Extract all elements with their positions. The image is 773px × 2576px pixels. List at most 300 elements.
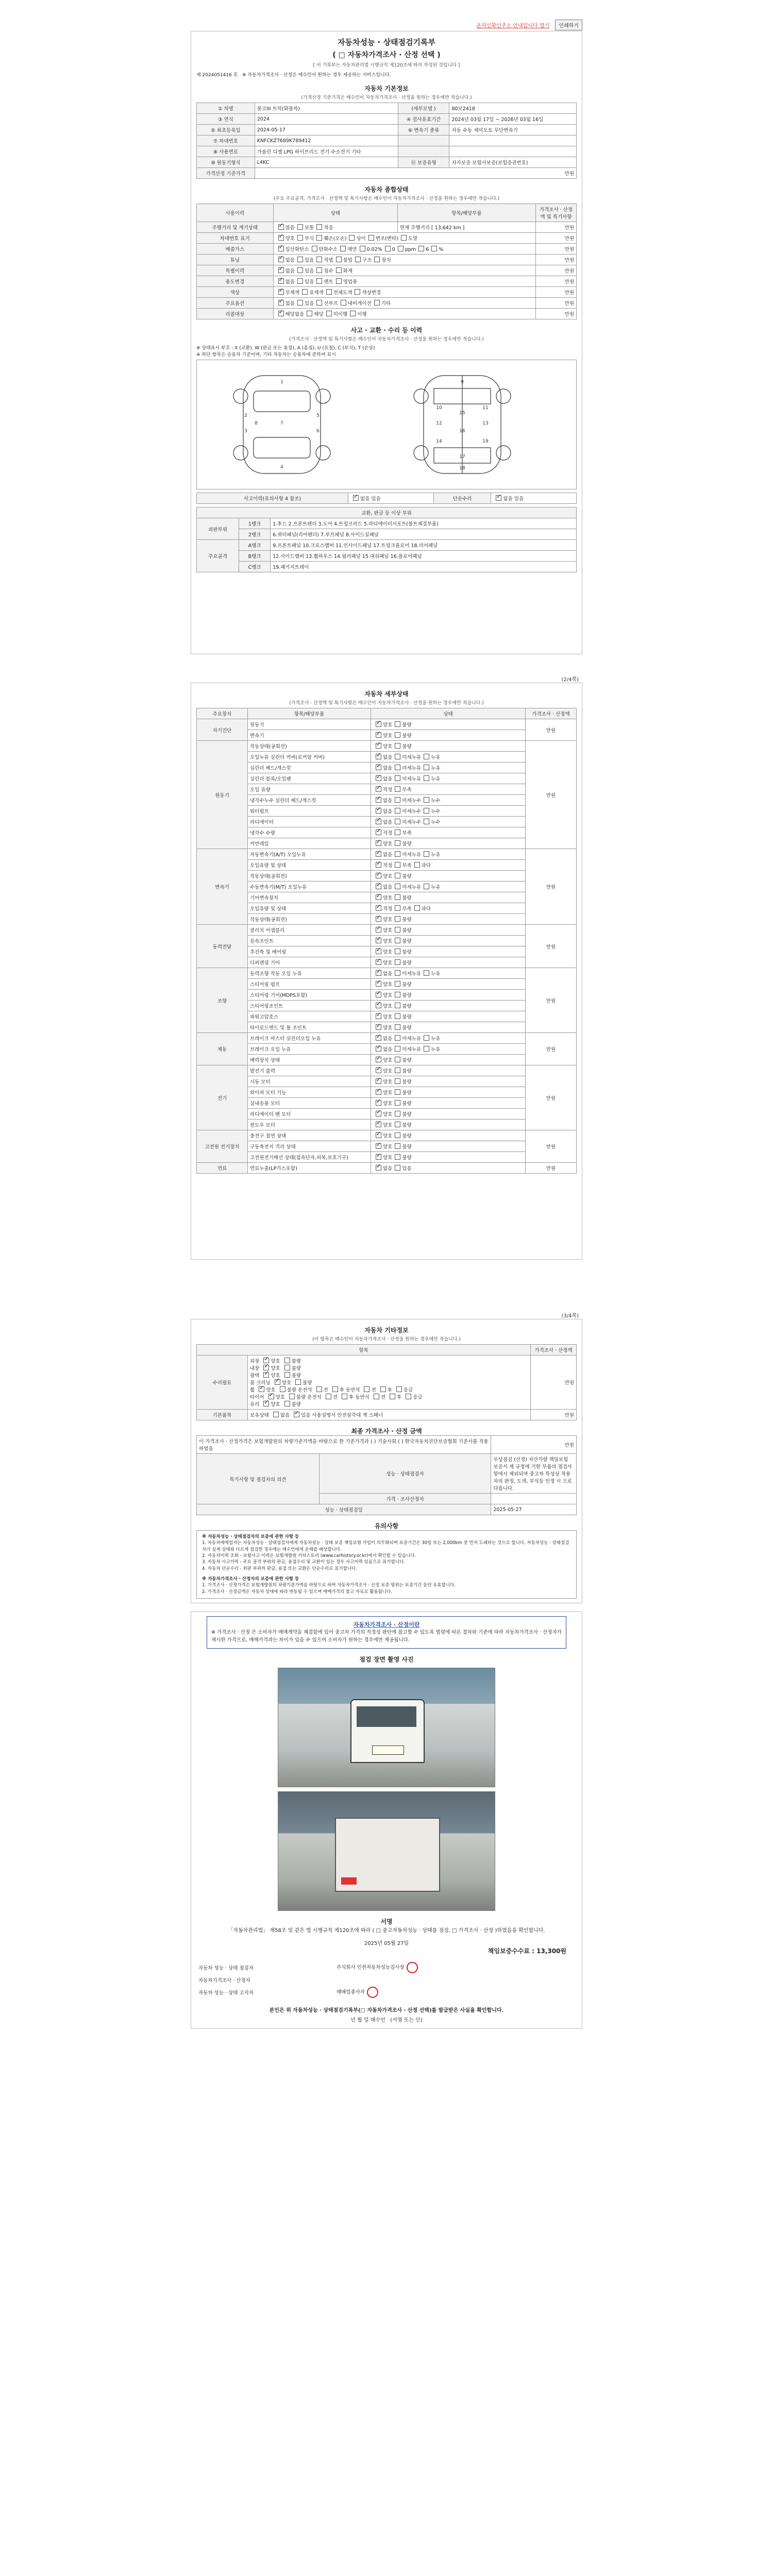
detail-options [371, 892, 526, 903]
checkbox-icon[interactable] [376, 1143, 381, 1149]
part-number: 5 [316, 413, 320, 418]
others-line [250, 1379, 528, 1386]
status-row [197, 255, 577, 265]
checkbox-icon[interactable] [284, 1365, 290, 1370]
option-label: 룸 [250, 1380, 257, 1386]
checkbox-icon[interactable] [395, 1154, 400, 1160]
detail-unit: 만원 [526, 1033, 577, 1065]
checkbox-icon[interactable] [395, 1067, 400, 1073]
checkbox-icon[interactable] [376, 775, 381, 781]
checkbox-icon[interactable] [259, 1386, 264, 1392]
checkbox-icon[interactable] [376, 873, 381, 878]
checkbox-icon[interactable] [418, 246, 424, 251]
checkbox-icon[interactable] [278, 224, 284, 230]
detail-group: 자기진단 [197, 719, 248, 741]
checkbox-icon[interactable] [326, 1394, 331, 1399]
doc-number-note: ※ 자동차가격조사 · 산정은 매수인이 원하는 경우 제공하는 서비스입니다. [242, 73, 391, 78]
car-rear-window [254, 437, 310, 458]
others-section-note: (이 항목은 매수인이 자동차가격조사 · 산정을 원하는 경우에만 적습니다.) [312, 1337, 461, 1342]
checkbox-icon[interactable] [395, 786, 400, 792]
column-header: 항목/해당부품 [248, 708, 371, 719]
option-label: 미세누유 [402, 766, 422, 771]
checkbox-icon[interactable] [395, 873, 400, 878]
option-label: 전 [332, 1395, 340, 1400]
checkbox-icon[interactable] [376, 721, 381, 727]
detail-row [197, 1130, 577, 1141]
checkbox-icon[interactable] [297, 267, 303, 273]
checkbox-icon[interactable] [376, 840, 381, 846]
option-label: 외장 [250, 1359, 261, 1364]
detail-item: 실내송풍 모터 [248, 1098, 371, 1109]
checkbox-icon[interactable] [395, 981, 400, 987]
checkbox-icon[interactable] [424, 775, 429, 781]
checkbox-icon[interactable] [374, 257, 380, 262]
checkbox-icon[interactable] [297, 278, 303, 284]
checkbox-icon[interactable] [360, 246, 365, 251]
checkbox-icon[interactable] [280, 1386, 285, 1392]
checkbox-icon[interactable] [278, 257, 284, 262]
checkbox-icon[interactable] [326, 311, 332, 316]
option-label: 불량 [402, 939, 412, 944]
guide-link[interactable]: 온라인확인주소 안내입니다 열기 [476, 23, 550, 29]
checkbox-icon[interactable] [312, 246, 317, 251]
wheel-icon [414, 446, 428, 460]
checkbox-icon[interactable] [395, 862, 400, 868]
option-label: 불량 [402, 744, 412, 750]
checkbox-icon[interactable] [376, 959, 381, 965]
checkbox-icon[interactable] [353, 495, 359, 501]
option-label: 없음 [285, 268, 295, 274]
detail-row [197, 838, 577, 849]
part-number: 6 [316, 429, 320, 434]
checkbox-icon[interactable] [289, 1394, 295, 1399]
checkbox-icon[interactable] [368, 235, 374, 241]
checkbox-icon[interactable] [424, 754, 429, 759]
checkbox-icon[interactable] [284, 1372, 290, 1378]
checkbox-icon[interactable] [376, 754, 381, 759]
detail-item: 파워고압호스 [248, 1011, 371, 1022]
detail-options [371, 1022, 526, 1033]
checkbox-icon[interactable] [395, 1111, 400, 1116]
price-label: 가격산정 기준가격 [197, 168, 255, 179]
checkbox-icon[interactable] [395, 948, 400, 954]
checkbox-icon[interactable] [376, 948, 381, 954]
checkbox-icon[interactable] [395, 927, 400, 933]
checkbox-icon[interactable] [316, 267, 322, 273]
checkbox-icon[interactable] [340, 246, 346, 251]
checkbox-icon[interactable] [395, 1089, 400, 1095]
option-label: 있음 [304, 301, 314, 307]
option-label: 없음 [383, 809, 393, 815]
checkbox-icon[interactable] [395, 732, 400, 738]
checkbox-icon[interactable] [341, 300, 346, 306]
checkbox-icon[interactable] [395, 1046, 400, 1052]
checkbox-icon[interactable] [376, 732, 381, 738]
checkbox-icon[interactable] [336, 257, 342, 262]
wheel-icon [233, 446, 248, 460]
notes-heading-2: ※ 자동차가격조사 · 산정자의 보증에 관한 사항 등 [202, 1576, 299, 1582]
checkbox-icon[interactable] [395, 1122, 400, 1127]
basic-key: (세부모델 ) [398, 103, 449, 114]
basic-key: ⑥ 변속기 종류 [398, 125, 449, 135]
checkbox-icon[interactable] [316, 235, 322, 241]
checkbox-icon[interactable] [395, 1143, 400, 1149]
checkbox-icon[interactable] [395, 840, 400, 846]
checkbox-icon[interactable] [294, 1412, 299, 1417]
option-label: 부족 [402, 831, 412, 836]
detail-item: 라디에이터 팬 모터 [248, 1109, 371, 1120]
checkbox-icon[interactable] [376, 819, 381, 824]
checkbox-icon[interactable] [376, 1100, 381, 1106]
checkbox-icon[interactable] [342, 1394, 347, 1399]
detail-options [371, 936, 526, 946]
checkbox-icon[interactable] [395, 1003, 400, 1008]
buyer-confirm: 본인은 위 자동차성능 · 상태점검기록부(□ 자동차가격조사 · 산정 선택)를 발급받은 사실을 확인합니다. [269, 2007, 504, 2013]
checkbox-icon[interactable] [278, 300, 284, 306]
checkbox-icon[interactable] [395, 1078, 400, 1084]
checkbox-icon[interactable] [376, 905, 381, 911]
detail-options [371, 1033, 526, 1044]
detail-row [197, 762, 577, 773]
checkbox-icon[interactable] [376, 786, 381, 792]
final-text: 이 가격조사 · 산정가격은 보험개발원의 차량기준가액을 바탕으로 한 기준가격과 ( ) 기술사회 ( ) 한국자동차진단보증협회 기준서를 적용하였음 [197, 1436, 491, 1454]
basic-value: 자동 수동 세미오토 무단변속기 [449, 125, 577, 135]
checkbox-icon[interactable] [396, 1386, 402, 1392]
status-options [273, 265, 535, 276]
checkbox-icon[interactable] [376, 829, 381, 835]
checkbox-icon[interactable] [297, 224, 303, 230]
detail-options [371, 762, 526, 773]
checkbox-icon[interactable] [395, 765, 400, 770]
checkbox-icon[interactable] [395, 938, 400, 943]
detail-options [371, 871, 526, 882]
checkbox-icon[interactable] [376, 1132, 381, 1138]
basic-value: 가솔린 디젤 LPG 하이브리드 전기 수소전기 기타 [255, 146, 398, 157]
checkbox-icon[interactable] [376, 1165, 381, 1171]
checkbox-icon[interactable] [376, 1089, 381, 1095]
detail-unit: 만원 [526, 1163, 577, 1174]
status-key: 용도변경 [197, 276, 274, 287]
option-label: 없음 [383, 1036, 393, 1042]
detail-options [371, 795, 526, 806]
option-label: 양호 [383, 1101, 393, 1107]
checkbox-icon[interactable] [273, 1412, 279, 1417]
checkbox-icon[interactable] [376, 1046, 381, 1052]
checkbox-icon[interactable] [496, 495, 501, 501]
detail-unit: 만원 [526, 925, 577, 968]
checkbox-icon[interactable] [395, 1013, 400, 1019]
basic-section-note: (가격산정 기준가격은 매수인이 자동차가격조사 · 산정을 원하는 경우에만 적습니다.) [301, 95, 472, 100]
page-3 [191, 1313, 582, 2545]
checkbox-icon[interactable] [395, 1035, 400, 1041]
checkbox-icon[interactable] [431, 246, 437, 251]
checkbox-icon[interactable] [395, 992, 400, 997]
part-number: 15 [459, 411, 465, 416]
column-header: 가격조사 · 산정액 [531, 1345, 577, 1355]
detail-options [371, 990, 526, 1001]
detail-group: 변속기 [197, 849, 248, 925]
option-label: 양호 [383, 1112, 393, 1117]
option-label: 적정 [383, 787, 393, 793]
checkbox-icon[interactable] [316, 300, 322, 306]
checkbox-icon[interactable] [376, 970, 381, 976]
checkbox-icon[interactable] [278, 235, 284, 241]
option-label: 광택 [250, 1373, 261, 1379]
checkbox-icon[interactable] [284, 1401, 290, 1406]
checkbox-icon[interactable] [376, 1013, 381, 1019]
checkbox-icon[interactable] [278, 311, 284, 316]
checkbox-icon[interactable] [376, 992, 381, 997]
checkbox-icon[interactable] [355, 257, 361, 262]
checkbox-icon[interactable] [395, 970, 400, 976]
checkbox-icon[interactable] [376, 808, 381, 814]
checkbox-icon[interactable] [395, 1057, 400, 1062]
page-2 [191, 677, 582, 1260]
checkbox-icon[interactable] [376, 916, 381, 922]
part-number: 19 [482, 439, 489, 444]
checkbox-icon[interactable] [395, 819, 400, 824]
option-label: 일산화탄소 [285, 247, 309, 252]
checkbox-icon[interactable] [336, 267, 342, 273]
car-diagram-svg [197, 360, 577, 489]
car-diagram [196, 360, 577, 489]
checkbox-icon[interactable] [395, 754, 400, 759]
checkbox-icon[interactable] [414, 905, 420, 911]
option-label: 불량 [303, 1380, 312, 1386]
checkbox-icon[interactable] [395, 808, 400, 814]
checkbox-icon[interactable] [424, 851, 429, 857]
option-label: 무채색 [285, 290, 300, 296]
detail-row [197, 1120, 577, 1130]
option-label: 양호 [383, 1144, 393, 1150]
checkbox-icon[interactable] [376, 1057, 381, 1062]
option-label: 양호 [383, 1014, 393, 1020]
seal-icon [407, 1962, 418, 1973]
checkbox-icon[interactable] [332, 1386, 338, 1392]
checkbox-icon[interactable] [307, 311, 312, 316]
detail-row [197, 773, 577, 784]
detail-group: 전기 [197, 1065, 248, 1130]
checkbox-icon[interactable] [376, 1154, 381, 1160]
checkbox-icon[interactable] [395, 884, 400, 889]
checkbox-icon[interactable] [316, 257, 322, 262]
checkbox-icon[interactable] [395, 916, 400, 922]
photo-block [191, 1612, 582, 2029]
checkbox-icon[interactable] [401, 235, 407, 241]
option-label: 미세누유 [402, 852, 422, 858]
checkbox-icon[interactable] [395, 851, 400, 857]
checkbox-icon[interactable] [376, 1035, 381, 1041]
checkbox-icon[interactable] [278, 278, 284, 284]
checkbox-icon[interactable] [268, 1394, 274, 1399]
option-label: 불법 [343, 258, 353, 263]
checkbox-icon[interactable] [414, 862, 420, 868]
repair-options: 없음 있음 [503, 496, 524, 502]
part-number: 8 [255, 421, 258, 426]
doc-title: 자동차성능 · 상태점검기록부 [337, 38, 436, 47]
option-label: 유리 [250, 1402, 261, 1408]
sig2-text [491, 1494, 577, 1504]
option-label: 불량 [291, 1359, 301, 1364]
fee-label: 책임보증수수료 : 13,300원 [488, 1947, 566, 1955]
checkbox-icon[interactable] [424, 808, 429, 814]
checkbox-icon[interactable] [275, 1379, 280, 1385]
checkbox-icon[interactable] [395, 894, 400, 900]
checkbox-icon[interactable] [376, 765, 381, 770]
checkbox-icon[interactable] [355, 289, 360, 295]
checkbox-icon[interactable] [424, 819, 429, 824]
checkbox-icon[interactable] [297, 235, 303, 241]
checkbox-icon[interactable] [316, 278, 322, 284]
checkbox-icon[interactable] [398, 246, 404, 251]
option-label: 응급 [413, 1395, 423, 1400]
detail-row [197, 827, 577, 838]
checkbox-icon[interactable] [395, 829, 400, 835]
checkbox-icon[interactable] [424, 765, 429, 770]
checkbox-icon[interactable] [284, 1358, 290, 1363]
status-key: 튜닝 [197, 255, 274, 265]
detail-item: 수동변속기(M/T) 오일누유 [248, 882, 371, 892]
option-label: 누유 [431, 1047, 441, 1053]
option-label: 전 [371, 1387, 378, 1393]
part-number: 3 [244, 429, 247, 434]
checkbox-icon[interactable] [385, 246, 391, 251]
detail-group: 고전원 전기장치 [197, 1130, 248, 1163]
repair-label: 단순수리 [433, 493, 491, 504]
checkbox-icon[interactable] [424, 1035, 429, 1041]
checkbox-icon[interactable] [263, 1372, 269, 1378]
checkbox-icon[interactable] [376, 743, 381, 749]
detail-item: 냉각수 수량 [248, 827, 371, 838]
checkbox-icon[interactable] [380, 1386, 386, 1392]
detail-row [197, 946, 577, 957]
checkbox-icon[interactable] [395, 743, 400, 749]
checkbox-icon[interactable] [395, 1100, 400, 1106]
detail-unit: 만원 [526, 849, 577, 925]
checkbox-icon[interactable] [316, 1386, 322, 1392]
checkbox-icon[interactable] [395, 959, 400, 965]
option-label: 양호 [271, 1366, 282, 1371]
checkbox-icon[interactable] [395, 1132, 400, 1138]
detail-options [371, 752, 526, 762]
checkbox-icon[interactable] [376, 894, 381, 900]
checkbox-icon[interactable] [278, 289, 284, 295]
option-label: 응급 [403, 1387, 413, 1393]
checkbox-icon[interactable] [390, 1394, 395, 1399]
checkbox-icon[interactable] [278, 267, 284, 273]
basic-key: ⑤ 최초등록일 [197, 125, 255, 135]
option-label: 없음 [383, 820, 393, 825]
detail-item: 라디에이터 [248, 817, 371, 827]
checkbox-icon[interactable] [374, 1394, 379, 1399]
option-label: 누유 [431, 1036, 441, 1042]
column-header: 가격조사 · 산정액 및 특기사항 [536, 204, 577, 222]
checkbox-icon[interactable] [395, 905, 400, 911]
checkbox-icon[interactable] [316, 224, 322, 230]
checkbox-icon[interactable] [376, 1024, 381, 1030]
option-label: 전 [380, 1395, 388, 1400]
checkbox-icon[interactable] [395, 775, 400, 781]
checkbox-icon[interactable] [302, 289, 308, 295]
checkbox-icon[interactable] [364, 1386, 369, 1392]
option-label: 부족 [402, 906, 412, 912]
option-label: 불량 [402, 950, 412, 955]
detail-item: 오일누유 실린더 커버(로커암 커버) [248, 752, 371, 762]
option-label: 있음 [304, 279, 314, 285]
checkbox-icon[interactable] [295, 1379, 301, 1385]
checkbox-icon[interactable] [376, 1111, 381, 1116]
checkbox-icon[interactable] [376, 927, 381, 933]
checkbox-icon[interactable] [424, 1046, 429, 1052]
signer-1: 자동차 성능 · 상태 점검자 [198, 1965, 254, 1971]
notes-p4: 4. 자동차 단순수리 - 외판 부위의 판금, 용접 또는 교환은 단순수리로 표기합니다. [202, 1566, 357, 1571]
checkbox-icon[interactable] [336, 278, 342, 284]
checkbox-icon[interactable] [395, 1165, 400, 1171]
repair-value [491, 493, 577, 504]
checkbox-icon[interactable] [376, 1003, 381, 1008]
detail-options [371, 806, 526, 817]
status-unit: 만원 [536, 298, 577, 309]
checkbox-icon[interactable] [376, 1078, 381, 1084]
checkbox-icon[interactable] [376, 938, 381, 943]
checkbox-icon[interactable] [376, 851, 381, 857]
checkbox-icon[interactable] [374, 300, 380, 306]
outer-panel-label: 외판부위 [197, 518, 239, 540]
checkbox-icon[interactable] [297, 257, 303, 262]
print-button[interactable]: 인쇄하기 [555, 20, 582, 30]
checkbox-icon[interactable] [350, 311, 356, 316]
detail-row [197, 925, 577, 936]
checkbox-icon[interactable] [406, 1394, 411, 1399]
part-number: 2 [244, 413, 247, 418]
checkbox-icon[interactable] [278, 246, 284, 251]
checkbox-icon[interactable] [376, 1122, 381, 1127]
notes-section-title: 유의사항 [374, 1522, 399, 1530]
checkbox-icon[interactable] [263, 1401, 269, 1406]
option-label: 없음 [383, 971, 393, 977]
detail-group: 동력전달 [197, 925, 248, 968]
detail-row [197, 1001, 577, 1011]
column-header: 주요장치 [197, 708, 248, 719]
sign-title: 서명 [380, 1918, 393, 1925]
checkbox-icon[interactable] [424, 970, 429, 976]
notes-p1: 1. 자동차매매업자는 자동차성능 · 상태점검자에게 자동차성능 · 상태 보증 책임보험 가입이 의무화되며 보증기간은 30일 또는 2,000km 중 먼저 도래하는 것으로 합니다. 자동차성능 · 상태점검자가 실제 상태와 다르게 점검한 경우에는 매수인에게 손해를 배상합니다. [202, 1540, 569, 1552]
checkbox-icon[interactable] [376, 797, 381, 803]
checkbox-icon[interactable] [424, 884, 429, 889]
checkbox-icon[interactable] [395, 797, 400, 803]
part-number: 4 [280, 465, 283, 470]
option-label: 이행 [357, 312, 367, 317]
checkbox-icon[interactable] [297, 300, 303, 306]
notes-heading-1: ※ 자동차성능 · 상태점검자의 보증에 관한 사항 등 [202, 1534, 299, 1539]
checkbox-icon[interactable] [349, 235, 355, 241]
checkbox-icon[interactable] [376, 1067, 381, 1073]
detail-options [371, 1163, 526, 1174]
detail-item: 배력장치 상태 [248, 1055, 371, 1065]
checkbox-icon[interactable] [395, 1024, 400, 1030]
checkbox-icon[interactable] [326, 289, 332, 295]
checkbox-icon[interactable] [376, 884, 381, 889]
checkbox-icon[interactable] [395, 721, 400, 727]
checkbox-icon[interactable] [376, 981, 381, 987]
detail-item: 작동상태(공회전) [248, 741, 371, 752]
option-label: 불량 [291, 1366, 301, 1371]
status-row [197, 276, 577, 287]
checkbox-icon[interactable] [424, 797, 429, 803]
price-explain-box [207, 1616, 566, 1649]
option-label: 양호 [383, 982, 393, 988]
checkbox-icon[interactable] [376, 862, 381, 868]
